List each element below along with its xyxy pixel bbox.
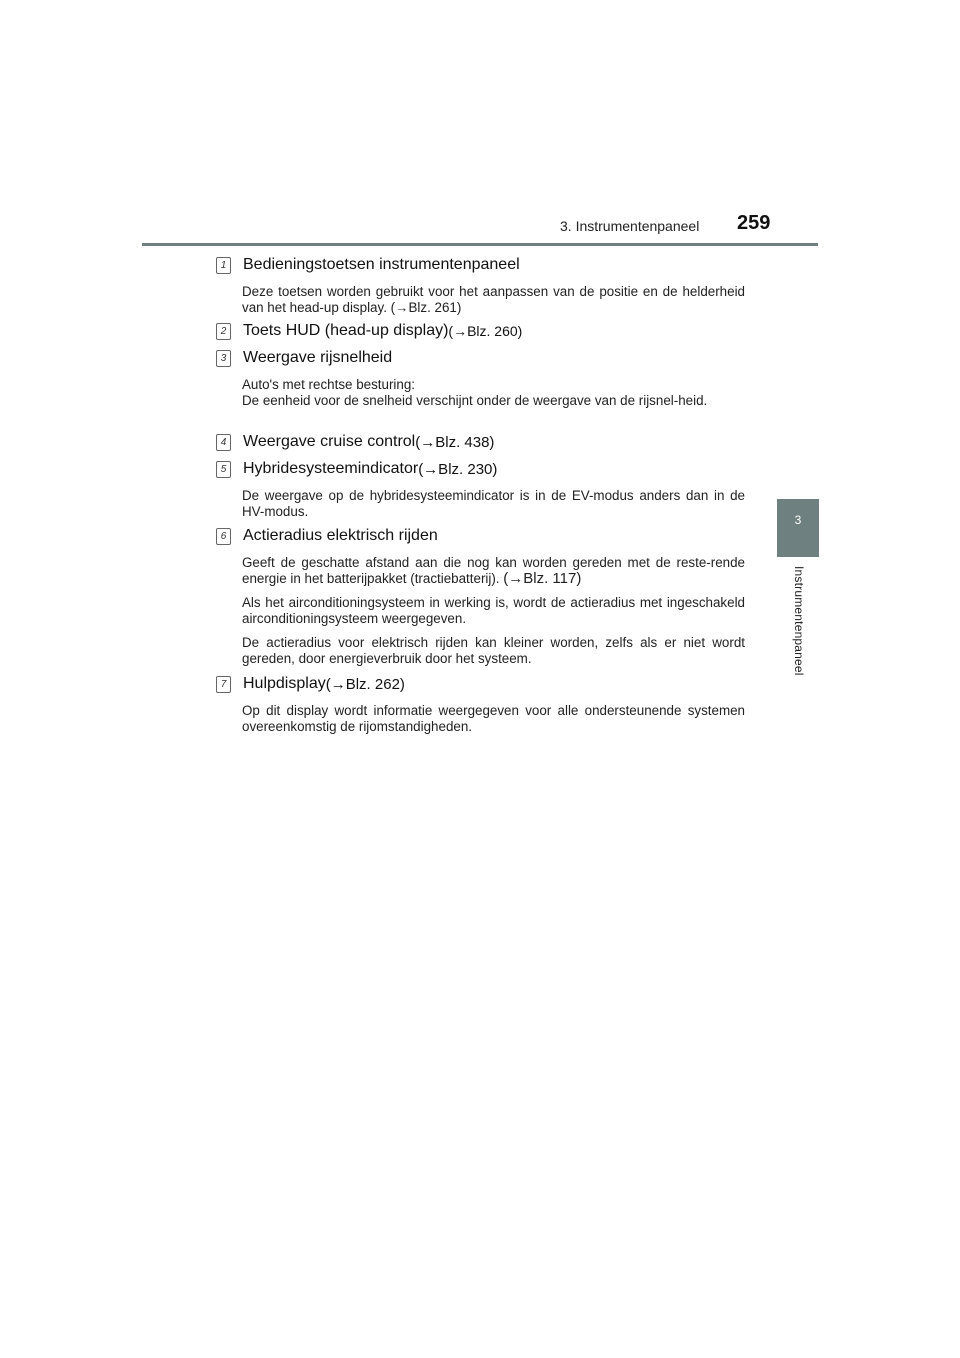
entry-heading xyxy=(216,320,746,342)
number-badge: 2 xyxy=(216,323,231,340)
page-reference: (→Blz. 230) xyxy=(418,460,498,478)
entry-title: Hybridesysteemindicator xyxy=(243,460,419,477)
entry-title: Toets HUD (head-up display) xyxy=(243,322,449,339)
entry-title: Actieradius elektrisch rijden xyxy=(243,527,438,544)
entry-paragraph xyxy=(242,703,745,735)
entry-heading xyxy=(216,673,746,695)
number-badge: 3 xyxy=(216,350,231,367)
entry-title: Hulpdisplay xyxy=(243,675,326,692)
entry-heading xyxy=(216,254,746,276)
page-reference: (→Blz. 262) xyxy=(325,675,405,693)
paragraph-text: Geeft de geschatte afstand aan die nog kan worden gereden met de reste-rende energie in het batterijpakket (tractiebatterij). xyxy=(242,555,745,586)
page-reference: (→Blz. 117) xyxy=(503,570,582,587)
entry-heading xyxy=(216,431,746,453)
header-divider xyxy=(142,243,818,246)
number-badge: 5 xyxy=(216,461,231,478)
list-item-6 xyxy=(216,525,746,667)
paragraph-text: Auto's met rechtse besturing: xyxy=(242,377,415,392)
paragraph-text: Op dit display wordt informatie weergegeven voor alle ondersteunende systemen overeenkomstig de rijomstandigheden. xyxy=(242,703,745,734)
page-reference: (→Blz. 438) xyxy=(415,433,495,451)
number-badge: 4 xyxy=(216,434,231,451)
list-item-5 xyxy=(216,458,746,520)
paragraph-text: Deze toetsen worden gebruikt voor het aanpassen van de positie en de helderheid van het head-up display. (→Blz. 261) xyxy=(242,284,745,315)
paragraph-text: De eenheid voor de snelheid verschijnt onder de weergave van de rijsnel-heid. xyxy=(242,393,708,408)
entry-title: Weergave cruise control xyxy=(243,433,416,450)
list-item-3 xyxy=(216,347,746,409)
list-item-7 xyxy=(216,673,746,735)
page-number: 259 xyxy=(737,212,771,234)
entry-paragraph xyxy=(242,555,745,587)
number-badge: 6 xyxy=(216,528,231,545)
chapter-label: Instrumentenpaneel xyxy=(792,566,806,676)
entry-title: Bedieningstoetsen instrumentenpaneel xyxy=(243,256,520,273)
list-item-4 xyxy=(216,431,746,453)
entry-paragraph xyxy=(242,488,745,520)
number-badge: 1 xyxy=(216,257,231,274)
entry-heading xyxy=(216,347,746,369)
entry-paragraph xyxy=(242,635,745,667)
number-badge: 7 xyxy=(216,676,231,693)
entry-heading xyxy=(216,525,746,547)
paragraph-text: De weergave op de hybridesysteemindicator is in de EV-modus anders dan in de HV-modus. xyxy=(242,488,745,519)
entry-title: Weergave rijsnelheid xyxy=(243,349,393,366)
page-reference: (→Blz. 260) xyxy=(448,323,523,339)
entry-paragraph xyxy=(242,284,745,316)
list-item-2 xyxy=(216,320,746,342)
entry-paragraph xyxy=(242,595,745,627)
section-title: 3. Instrumentenpaneel xyxy=(560,218,700,234)
chapter-number: 3 xyxy=(794,513,802,527)
chapter-tab xyxy=(777,499,819,557)
paragraph-text: Als het airconditioningsysteem in werking is, wordt de actieradius met ingeschakeld airconditioningsysteem weergegeven. xyxy=(242,595,745,626)
paragraph-text: De actieradius voor elektrisch rijden kan kleiner worden, zelfs als er niet wordt gereden, door energieverbruik door het systeem. xyxy=(242,635,745,666)
entry-heading xyxy=(216,458,746,480)
entry-paragraph xyxy=(242,377,745,409)
list-item-1 xyxy=(216,254,746,316)
